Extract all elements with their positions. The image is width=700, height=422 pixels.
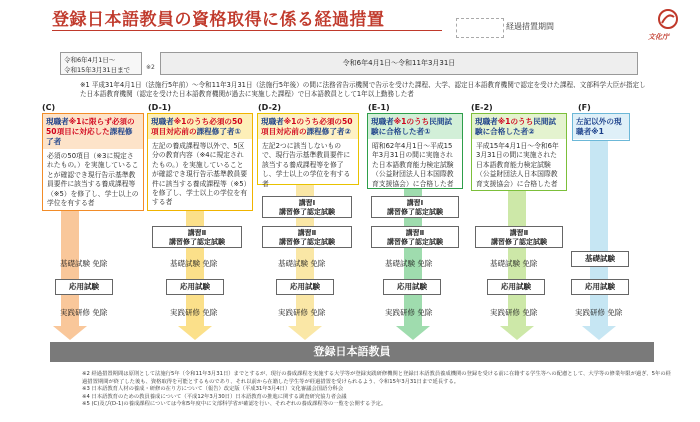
basic-exam-exempt-c: 基礎試験 免除 <box>60 259 108 268</box>
lecture-2-title: 講習Ⅱ <box>187 229 207 237</box>
lecture-1-title: 講習Ⅰ <box>406 199 424 207</box>
column-head-e2: 現職者※1のうち民間試験に合格した者② <box>472 114 566 139</box>
column-body-e2: 平成15年4月1日～令和6年3月31日の間に実施された日本語教育能力検定試験（公益財団法人日本国際教育支援協会）に合格した者 <box>476 142 559 188</box>
basic-exam-exempt-d2: 基礎試験 免除 <box>278 259 326 268</box>
note-4: ※4 日本語教育のための教員養成について（平成12年3月30日）日本語教育の推進に関する調査研究協力者会議 <box>82 393 347 400</box>
column-head-c: 現職者※1に限らず必須の50項目に対応した課程修了者 <box>43 114 143 149</box>
column-label-d1: (D-1) <box>148 103 171 112</box>
applied-exam-e1: 応用試験 <box>383 279 441 295</box>
lecture-1-exam: 講習修了認定試験 <box>387 208 443 216</box>
period-main-box: 令和6年4月1日～令和11年3月31日 <box>160 52 638 75</box>
column-body-e1: 昭和62年4月1日～平成15年3月31日の間に実施された日本語教育能力検定試験（公益財団法人日本国際教育支援協会）に合格した者 <box>372 142 454 188</box>
lecture-2-exam: 講習修了認定試験 <box>491 238 547 246</box>
column-box-e2 <box>471 113 567 191</box>
practicum-exempt-d1: 実践研修 免除 <box>170 308 218 317</box>
column-body-c: 必須の50項目（※3に規定されたもの。）を実施していることが確認でき現行告示基準教員要件に該当する養成課程等（※5）を修了し、学士以上の学位を有する者 <box>47 152 139 208</box>
column-head-e1: 現職者※1のうち民間試験に合格した者① <box>368 114 462 139</box>
column-box-c <box>42 113 144 211</box>
applied-exam-c: 応用試験 <box>55 279 113 295</box>
column-label-c: (C) <box>42 103 56 112</box>
lecture-1-d2 <box>262 196 352 218</box>
lecture-2-d2 <box>262 226 352 248</box>
lecture-2-title: 講習Ⅱ <box>405 229 425 237</box>
column-body-d1: 左記の養成課程等以外で、5区分の教育内容（※4に規定されたもの。）を実施していることが確認でき現行告示基準教員要件に該当する養成課程等（※5）を修了し、学士以上の学位を有する者 <box>152 142 248 207</box>
period-extended-end: 令和15年3月31日まで <box>64 66 131 74</box>
column-box-d2 <box>257 113 359 188</box>
practicum-exempt-d2: 実践研修 免除 <box>278 308 326 317</box>
column-box-d1 <box>147 113 253 211</box>
practicum-exempt-e2: 実践研修 免除 <box>490 308 538 317</box>
lecture-2-exam: 講習修了認定試験 <box>279 238 335 246</box>
legend-label: 経過措置期間 <box>506 22 554 31</box>
lecture-1-title: 講習Ⅰ <box>298 199 316 207</box>
lecture-1-exam: 講習修了認定試験 <box>279 208 335 216</box>
column-head-d1: 現職者※1のうち必須の50項目対応前の課程修了者① <box>148 114 252 139</box>
note-2: ※2 経過措置期間は原則として法施行5年（令和11年3月31日）までとするが、現行の養成課程を実施する大学等が登録実践研修機関と登録日本語教員養成機関の登録を受ける前に在籍する学生等への配慮として、大学等の修業年限が過ぎ、5年の経過措置期間が終了した後も、資格取得を可能とするものであり、それ以前から在籍した学生等が経過措置を受けられるよう、令和15年3月31日まで延長する。 <box>82 371 671 385</box>
lecture-2-title: 講習Ⅱ <box>297 229 317 237</box>
note-5: ※5 (C)及び(D-1)の養成課程については今和5年度中に文部科学省が確認を行い、それぞれの養成課程等の一覧を公開する予定。 <box>82 401 387 407</box>
applied-exam-f: 応用試験 <box>571 279 629 295</box>
lecture-1-e1 <box>371 196 459 218</box>
basic-exam-exempt-e1: 基礎試験 免除 <box>385 259 433 268</box>
basic-exam-exempt-d1: 基礎試験 免除 <box>170 259 218 268</box>
agency-logo-text: 文化庁 <box>648 33 669 41</box>
column-label-e1: (E-1) <box>368 103 390 112</box>
column-label-f: (F) <box>578 103 591 112</box>
lecture-2-title: 講習Ⅱ <box>509 229 529 237</box>
practicum-exempt-f: 実践研修 免除 <box>575 308 623 317</box>
note-1: ※1 平成31年4月1日（法施行5年前）～令和11年3月31日（法施行5年後）の間に法務省告示機関で告示を受けた課程、大学、認定日本語教育機関で認定を受けた課程、文部科学大臣が指定した日本語教育機関（認定を受けた日本語教育機関が過去に実施した課程）で日本語教員として1年以上勤務した者 <box>80 81 646 98</box>
practicum-exempt-c: 実践研修 免除 <box>60 308 108 317</box>
lecture-2-exam: 講習修了認定試験 <box>387 238 443 246</box>
column-head-f: 左記以外の現職者※1 <box>573 114 629 139</box>
period-extended-start: 令和6年4月1日～ <box>64 56 116 64</box>
column-label-d2: (D-2) <box>258 103 281 112</box>
lecture-2-e1 <box>371 226 459 248</box>
column-box-e1 <box>367 113 463 189</box>
column-box-f <box>572 113 630 141</box>
column-head-d2: 現職者※1のうち必須の50項目対応前の課程修了者② <box>258 114 358 139</box>
lecture-2-e2 <box>475 226 563 248</box>
bottom-notes <box>82 371 672 409</box>
column-body-d2: 左記2つに該当しないもので、現行告示基準教員要件に該当する養成課程等を修了し、学士以上の学位を有する者 <box>262 142 351 188</box>
basic-exam-f: 基礎試験 <box>571 251 629 267</box>
lecture-2-exam: 講習修了認定試験 <box>169 238 225 246</box>
page-title: 登録日本語教員の資格取得に係る経過措置 <box>52 10 385 30</box>
basic-exam-exempt-e2: 基礎試験 免除 <box>490 259 538 268</box>
lecture-2-d1 <box>152 226 242 248</box>
arrow-c <box>53 210 87 340</box>
column-label-e2: (E-2) <box>471 103 493 112</box>
applied-exam-e2: 応用試験 <box>487 279 545 295</box>
registered-teacher-bar: 登録日本語教員 <box>50 342 654 362</box>
practicum-exempt-e1: 実践研修 免除 <box>385 308 433 317</box>
period-extended-note: ※2 <box>146 64 155 71</box>
applied-exam-d1: 応用試験 <box>166 279 224 295</box>
note-3: ※3 日本語教育人材の養成・研修の在り方について（報告）改定版（平成31年3月4日）文化審議会国語分科会 <box>82 386 344 392</box>
applied-exam-d2: 応用試験 <box>276 279 334 295</box>
